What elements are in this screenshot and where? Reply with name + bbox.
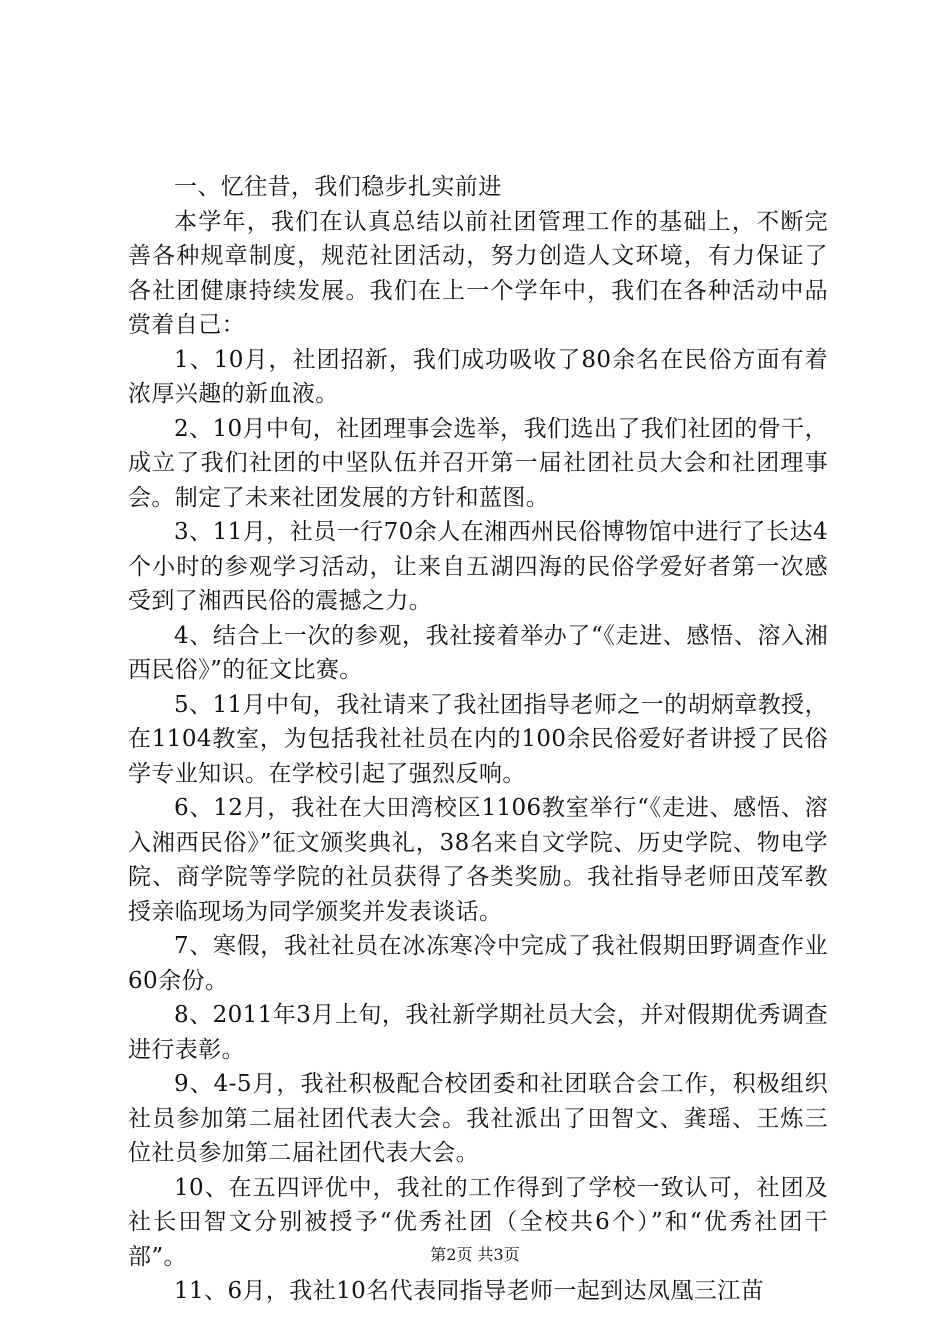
paragraph-item-1: 1、10月，社团招新，我们成功吸收了80余名在民俗方面有着浓厚兴趣的新血液。 (128, 346, 828, 407)
paragraph-item-9: 9、4-5月，我社积极配合校团委和社团联合会工作，积极组织社员参加第二届社团代表大会。我社派出了田智文、龚瑶、王炼三位社员参加第二届社团代表大会。 (128, 1071, 828, 1166)
document-body (128, 170, 828, 1309)
paragraph-item-6: 6、12月，我社在大田湾校区1106教室举行“《走进、感悟、溶入湘西民俗》”征文颁奖典礼，38名来自文学院、历史学院、物电学院、商学院等学院的社员获得了各类奖励。我社指导老师田茂军教授亲临现场为同学颁奖并发表谈话。 (128, 795, 828, 925)
paragraph-intro: 本学年，我们在认真总结以前社团管理工作的基础上，不断完善各种规章制度，规范社团活动，努力创造人文环境，有力保证了各社团健康持续发展。我们在上一个学年中，我们在各种活动中品赏着自己： (128, 208, 828, 338)
paragraph-item-2: 2、10月中旬，社团理事会选举，我们选出了我们社团的骨干，成立了我们社团的中坚队伍并召开第一届社团社员大会和社团理事会。制定了未来社团发展的方针和蓝图。 (128, 415, 828, 511)
paragraph-item-3: 3、11月，社员一行70余人在湘西州民俗博物馆中进行了长达4个小时的参观学习活动，让来自五湖四海的民俗学爱好者第一次感受到了湘西民俗的震撼之力。 (128, 519, 828, 614)
paragraph-item-8: 8、2011年3月上旬，我社新学期社员大会，并对假期优秀调查进行表彰。 (128, 1002, 828, 1063)
paragraph-item-7: 7、寒假，我社社员在冰冻寒冷中完成了我社假期田野调查作业60余份。 (128, 933, 828, 994)
paragraph-item-5: 5、11月中旬，我社请来了我社团指导老师之一的胡炳章教授，在1104教室，为包括我社社员在内的100余民俗爱好者讲授了民俗学专业知识。在学校引起了强烈反响。 (128, 691, 828, 787)
page-number-footer: 第2页 共3页 (430, 1245, 520, 1264)
paragraph-item-4: 4、结合上一次的参观，我社接着举办了“《走进、感悟、溶入湘西民俗》”的征文比赛。 (128, 622, 828, 683)
paragraph-item-10: 10、在五四评优中，我社的工作得到了学校一致认可，社团及社长田智文分别被授予“优秀社团（全校共6个）”和“优秀社团干部”。 (128, 1174, 828, 1270)
paragraph-item-11: 11、6月，我社10名代表同指导老师一起到达凤凰三江苗 (174, 1278, 764, 1304)
section-heading: 一、忆往昔，我们稳步扎实前进 (174, 174, 502, 200)
